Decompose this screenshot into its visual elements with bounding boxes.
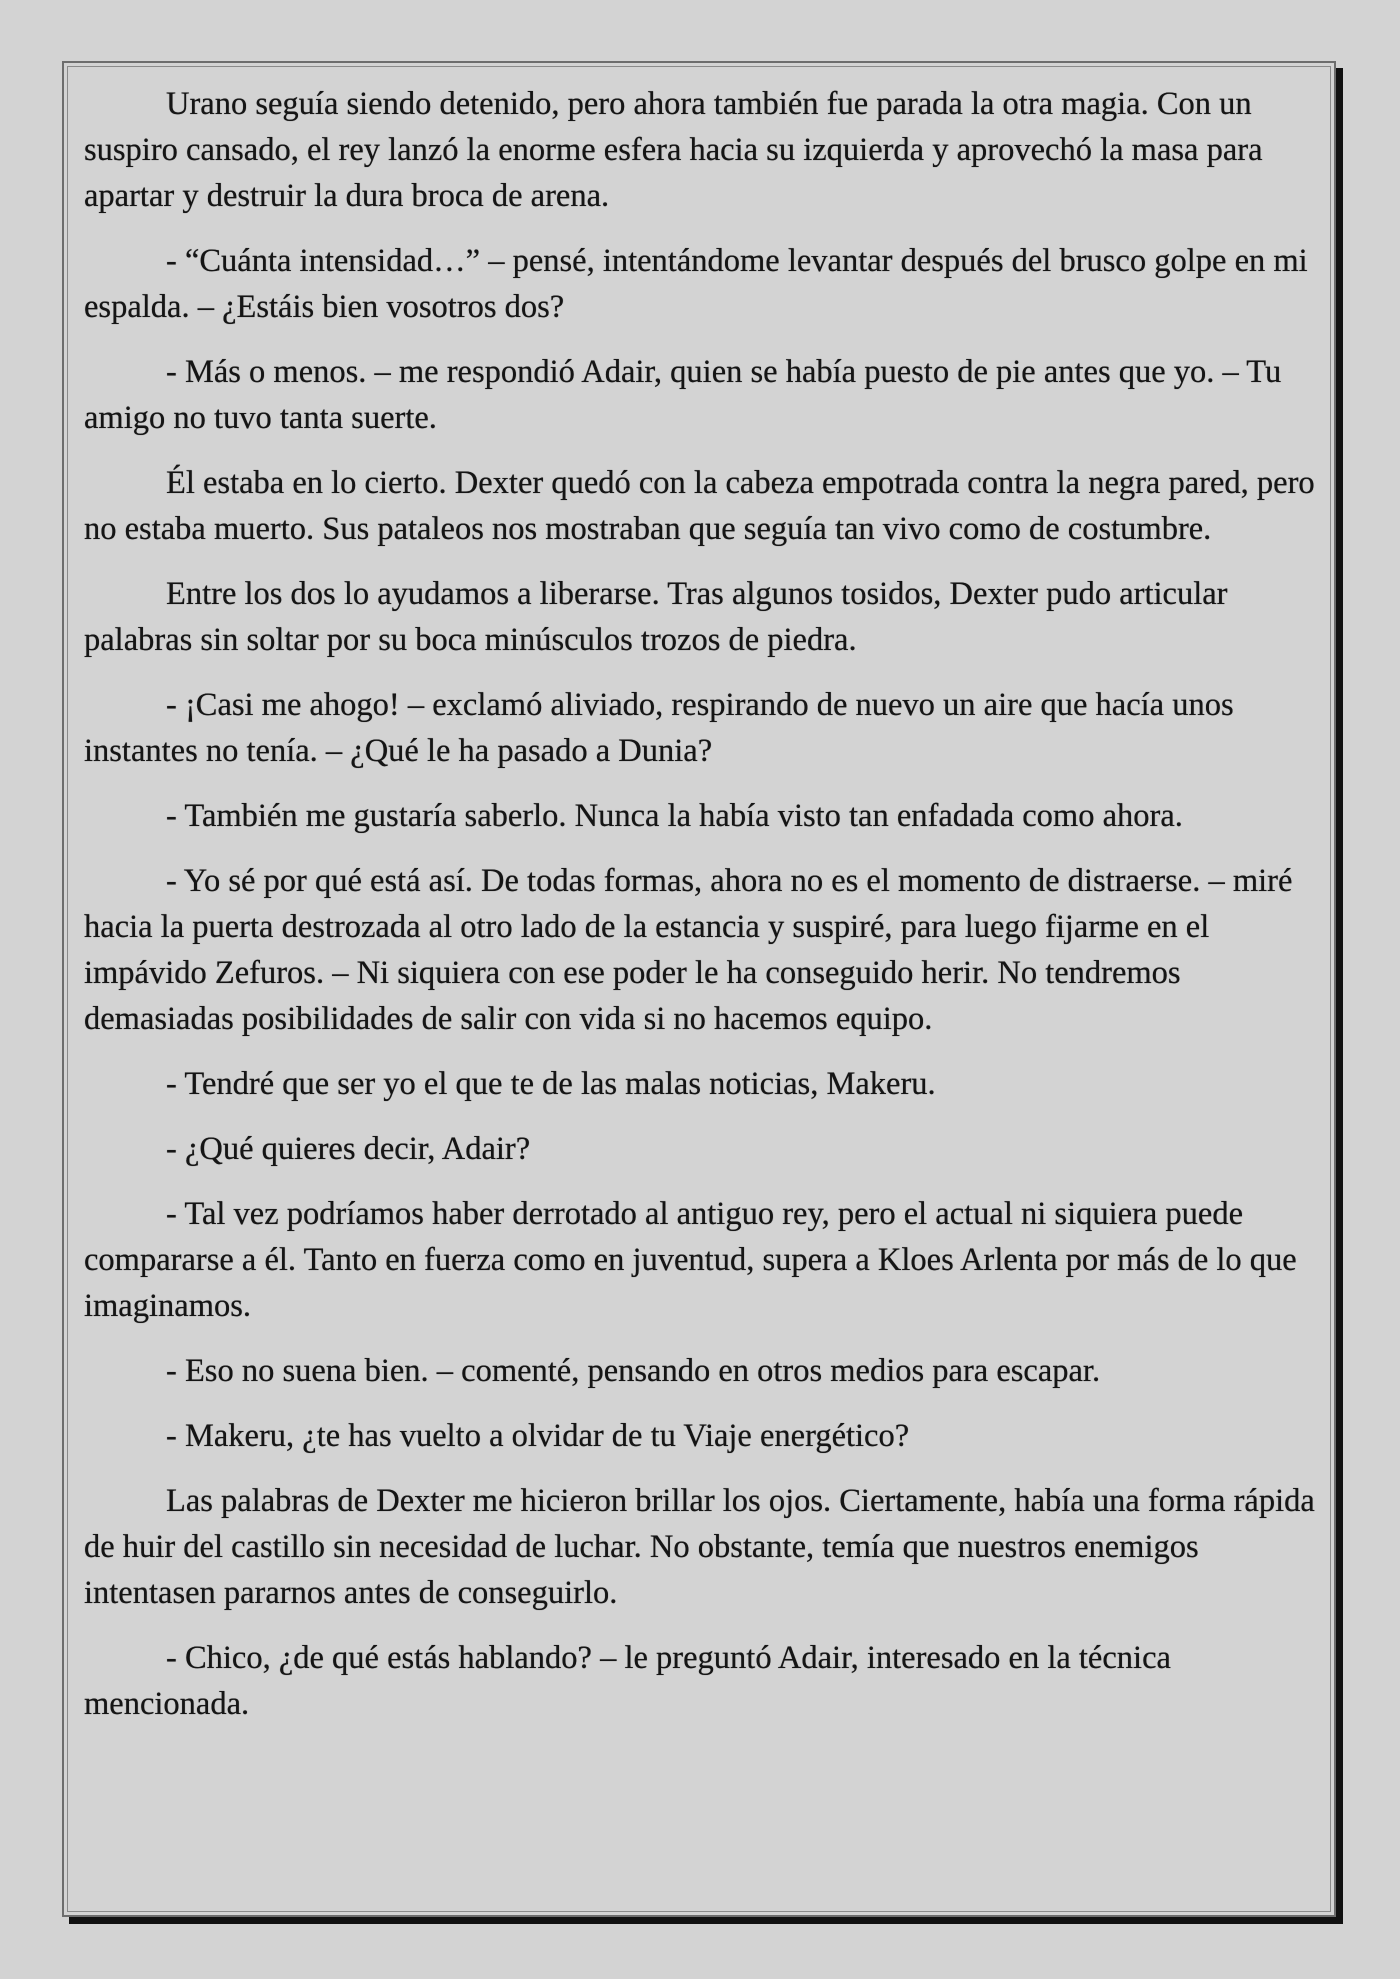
paragraph: - Tendré que ser yo el que te de las malas noticias, Makeru. [166,1066,936,1102]
paragraph: Entre los dos lo ayudamos a liberarse. Tras algunos tosidos, Dexter pudo articular palabras sin soltar por su boca minúsculos trozos de piedra. [84,576,1228,658]
paragraph: - Más o menos. – me respondió Adair, quien se había puesto de pie antes que yo. – Tu amigo no tuvo tanta suerte. [84,354,1282,436]
paragraph: - ¡Casi me ahogo! – exclamó aliviado, respirando de nuevo un aire que hacía unos instantes no tenía. – ¿Qué le ha pasado a Dunia? [84,687,1234,769]
paragraph: Él estaba en lo cierto. Dexter quedó con la cabeza empotrada contra la negra pared, pero no estaba muerto. Sus pataleos nos mostraban que seguía tan vivo como de costumbre. [84,465,1315,547]
paragraph: - También me gustaría saberlo. Nunca la había visto tan enfadada como ahora. [166,798,1183,834]
paragraph: - “Cuánta intensidad…” – pensé, intentándome levantar después del brusco golpe en mi espalda. – ¿Estáis bien vosotros dos? [84,243,1308,325]
paragraph: - Yo sé por qué está así. De todas formas, ahora no es el momento de distraerse. – miré hacia la puerta destrozada al otro lado de la estancia y suspiré, para luego fijarme en el impávido Zefuros. – Ni siquiera con ese poder le ha conseguido herir. No tendremos demasiadas posibilidades de salir con vida si no hacemos equipo. [84,863,1293,1037]
document-body [84,81,1316,1746]
paragraph: Urano seguía siendo detenido, pero ahora también fue parada la otra magia. Con un suspiro cansado, el rey lanzó la enorme esfera hacia su izquierda y aprovechó la masa para apartar y destruir la dura broca de arena. [84,86,1263,214]
paragraph: - Eso no suena bien. – comenté, pensando en otros medios para escapar. [166,1353,1101,1389]
paragraph: - Makeru, ¿te has vuelto a olvidar de tu Viaje energético? [166,1418,910,1454]
paragraph: - Chico, ¿de qué estás hablando? – le preguntó Adair, interesado en la técnica mencionada. [84,1640,1171,1722]
paragraph: Las palabras de Dexter me hicieron brillar los ojos. Ciertamente, había una forma rápida de huir del castillo sin necesidad de luchar. No obstante, temía que nuestros enemigos intentasen pararnos antes de conseguirlo. [84,1483,1315,1611]
paragraph: - ¿Qué quieres decir, Adair? [166,1131,531,1167]
paragraph: - Tal vez podríamos haber derrotado al antiguo rey, pero el actual ni siquiera puede compararse a él. Tanto en fuerza como en juventud, supera a Kloes Arlenta por más de lo que imaginamos. [84,1196,1297,1324]
